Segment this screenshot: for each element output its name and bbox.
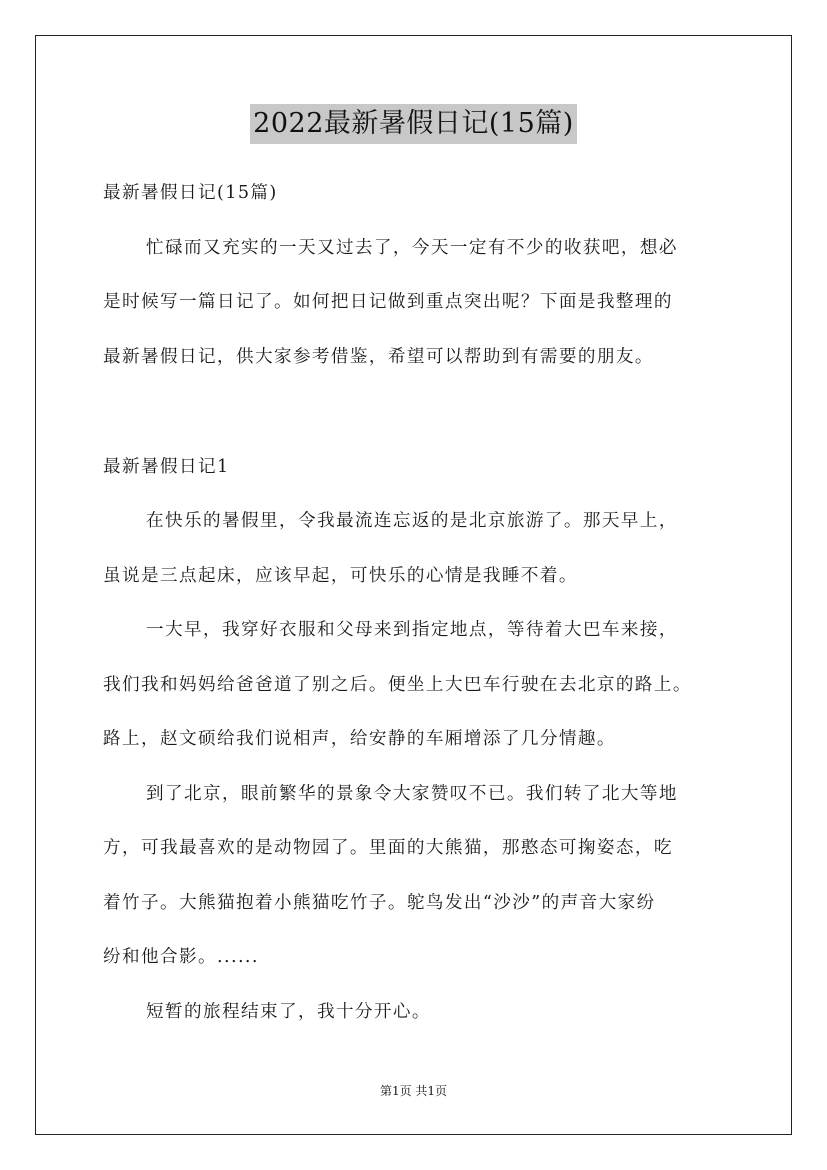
body-line: 虽说是三点起床，应该早起，可快乐的心情是我睡不着。 bbox=[103, 566, 578, 586]
body-line: 方，可我最喜欢的是动物园了。里面的大熊猫，那憨态可掬姿态，吃 bbox=[103, 838, 673, 858]
document-page bbox=[35, 35, 792, 1135]
body-line: 纷和他合影。...... bbox=[103, 947, 259, 967]
subtitle: 最新暑假日记(15篇) bbox=[103, 183, 278, 203]
document-title: 2022最新暑假日记(15篇) bbox=[250, 104, 577, 144]
page-footer: 第1页 共1页 bbox=[379, 1084, 448, 1098]
intro-line: 忙碌而又充实的一天又过去了，今天一定有不少的收获吧，想必 bbox=[146, 238, 678, 258]
section-heading: 最新暑假日记1 bbox=[103, 457, 230, 477]
body-line: 到了北京，眼前繁华的景象令大家赞叹不已。我们转了北大等地 bbox=[146, 784, 678, 804]
intro-line: 是时候写一篇日记了。如何把日记做到重点突出呢？下面是我整理的 bbox=[103, 292, 673, 312]
body-line: 在快乐的暑假里，令我最流连忘返的是北京旅游了。那天早上， bbox=[146, 511, 678, 531]
body-line: 路上，赵文硕给我们说相声，给安静的车厢增添了几分情趣。 bbox=[103, 729, 616, 749]
body-line: 一大早，我穿好衣服和父母来到指定地点，等待着大巴车来接， bbox=[146, 620, 678, 640]
intro-line: 最新暑假日记，供大家参考借鉴，希望可以帮助到有需要的朋友。 bbox=[103, 347, 654, 367]
title-container bbox=[36, 104, 791, 144]
body-line: 短暂的旅程结束了，我十分开心。 bbox=[146, 1002, 431, 1022]
body-line: 着竹子。大熊猫抱着小熊猫吃竹子。鸵鸟发出“沙沙”的声音大家纷 bbox=[103, 893, 656, 913]
body-line: 我们我和妈妈给爸爸道了别之后。便坐上大巴车行驶在去北京的路上。 bbox=[103, 675, 692, 695]
